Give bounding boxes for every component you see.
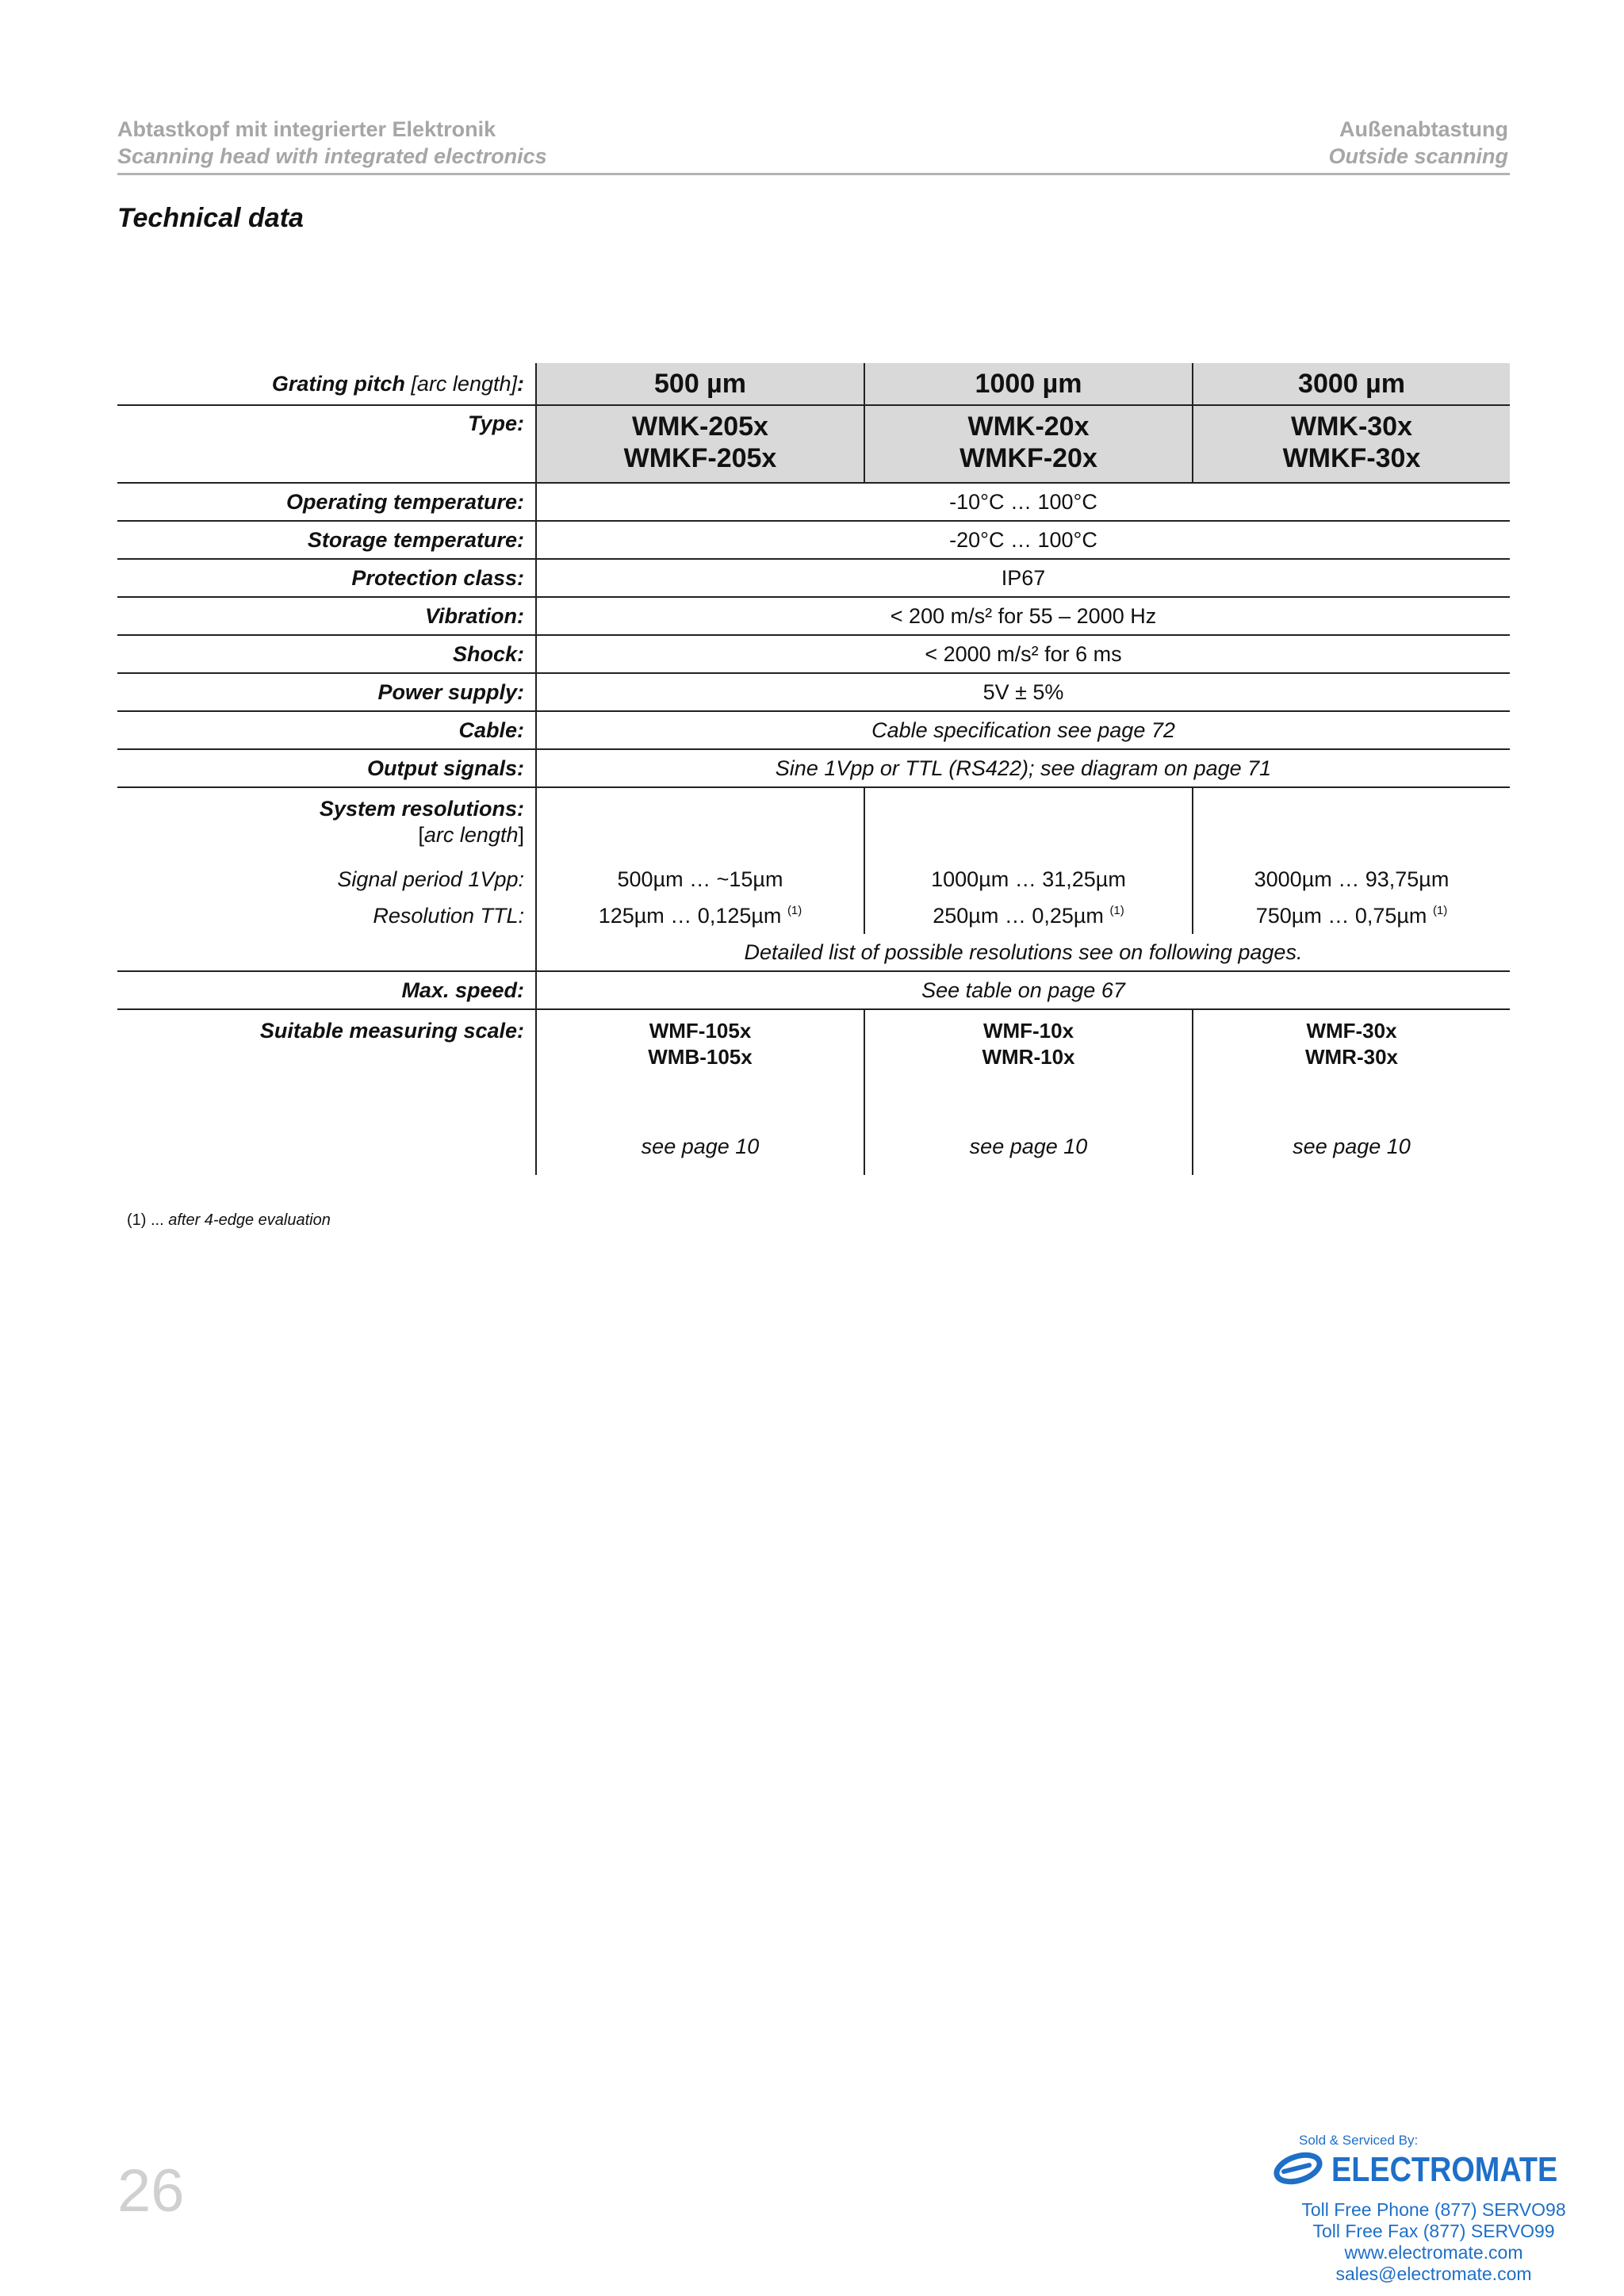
value-output-signals: Sine 1Vpp or TTL (RS422); see diagram on page 71 (536, 749, 1510, 787)
scale-3-line1: WMF-30x (1306, 1019, 1397, 1043)
footnote-mark: (1) ... (127, 1211, 164, 1229)
scale-2-line1: WMF-10x (982, 1019, 1074, 1043)
label-arc-length: arc length (423, 823, 519, 847)
value-shock: < 2000 m/s² for 6 ms (536, 635, 1510, 673)
header-right (1328, 116, 1508, 170)
label-measuring-scale: Suitable measuring scale: (117, 1009, 536, 1175)
dealer-block (1275, 2133, 1592, 2285)
resolution-ttl-3-value: 750µm … 0,75µm (1255, 903, 1427, 928)
footnote-mark-2: (1) (1109, 903, 1124, 917)
label-vibration: Vibration: (117, 597, 536, 635)
page-title: Technical data (117, 203, 304, 233)
header-divider (117, 173, 1510, 175)
label-shock: Shock: (117, 635, 536, 673)
sysres-empty-1 (536, 787, 864, 861)
label-system-resolutions-sub: [arc length] (418, 823, 524, 847)
resolutions-note: Detailed list of possible resolutions see on following pages. (536, 934, 1510, 971)
signal-period-1: 500µm … ~15µm (536, 861, 864, 897)
row-measuring-scale (117, 1009, 1510, 1129)
scale-3-see-page: see page 10 (1293, 1135, 1411, 1158)
row-storage-temperature (117, 521, 1510, 559)
row-shock (117, 635, 1510, 673)
row-vibration (117, 597, 1510, 635)
header-right-en: Outside scanning (1328, 144, 1508, 168)
resolution-ttl-1-value: 125µm … 0,125µm (598, 903, 782, 928)
label-resolution-ttl: Resolution TTL: (117, 897, 536, 934)
type-col-2 (864, 405, 1193, 483)
row-max-speed (117, 971, 1510, 1009)
value-max-speed: See table on page 67 (536, 971, 1510, 1009)
sold-by-label: Sold & Serviced By: (1299, 2133, 1419, 2148)
technical-data-table (117, 363, 1510, 1175)
dealer-name: ELECTROMATE (1331, 2150, 1558, 2189)
label-storage-temperature: Storage temperature: (117, 521, 536, 559)
page-number: 26 (117, 2157, 185, 2225)
type-1-line1: WMK-205x (632, 411, 768, 442)
label-system-resolutions-title: System resolutions: (319, 797, 524, 821)
footnote-mark-1: (1) (787, 903, 802, 917)
scale-1-line1: WMF-105x (649, 1019, 752, 1043)
header-left (117, 116, 547, 170)
footnote (127, 1211, 331, 1230)
dealer-fax: Toll Free Fax (877) SERVO99 (1312, 2221, 1555, 2241)
label-power-supply: Power supply: (117, 673, 536, 711)
type-2-line2: WMKF-20x (959, 443, 1097, 473)
value-power-supply: 5V ± 5% (536, 673, 1510, 711)
resolution-ttl-1 (536, 897, 864, 934)
type-col-3 (1193, 405, 1510, 483)
pitch-3000: 3000 µm (1193, 363, 1510, 405)
electromate-swoosh-icon (1273, 2151, 1323, 2190)
electromate-logo (1275, 2150, 1592, 2190)
label-system-resolutions (117, 787, 536, 861)
value-storage-temperature: -20°C … 100°C (536, 521, 1510, 559)
type-2-line1: WMK-20x (967, 411, 1090, 442)
header-right-de: Außenabtastung (1339, 117, 1508, 141)
scale-col-3 (1193, 1009, 1510, 1129)
signal-period-3: 3000µm … 93,75µm (1254, 867, 1450, 891)
value-vibration: < 200 m/s² for 55 – 2000 Hz (536, 597, 1510, 635)
footnote-text: after 4-edge evaluation (168, 1211, 331, 1229)
scale-1-line2: WMB-105x (648, 1045, 753, 1069)
value-protection-class: IP67 (536, 559, 1510, 597)
scale-col-2 (864, 1009, 1193, 1129)
sysres-empty-2 (864, 787, 1193, 861)
row-power-supply (117, 673, 1510, 711)
scale-2-see-page: see page 10 (864, 1129, 1193, 1175)
resolution-ttl-2-value: 250µm … 0,25µm (933, 903, 1104, 928)
row-type (117, 405, 1510, 483)
label-operating-temperature: Operating temperature: (117, 483, 536, 521)
label-grating-pitch-colon: : (517, 371, 524, 396)
label-type: Type: (117, 405, 536, 483)
row-operating-temperature (117, 483, 1510, 521)
header-left-en: Scanning head with integrated electronics (117, 144, 547, 168)
label-resolutions-note-empty (117, 934, 536, 971)
dealer-phone: Toll Free Phone (877) SERVO98 (1301, 2199, 1566, 2220)
row-resolution-ttl (117, 897, 1510, 934)
type-col-1 (536, 405, 864, 483)
signal-period-2: 1000µm … 31,25µm (864, 861, 1193, 897)
type-3-line2: WMKF-30x (1282, 443, 1421, 473)
row-output-signals (117, 749, 1510, 787)
row-system-resolutions (117, 787, 1510, 861)
type-1-line2: WMKF-205x (623, 443, 777, 473)
scale-1-see-page: see page 10 (536, 1129, 864, 1175)
label-output-signals: Output signals: (117, 749, 536, 787)
type-3-line1: WMK-30x (1290, 411, 1413, 442)
row-grating-pitch (117, 363, 1510, 405)
dealer-email[interactable]: sales@electromate.com (1335, 2263, 1532, 2284)
row-signal-period (117, 861, 1510, 897)
label-cable: Cable: (117, 711, 536, 749)
dealer-contact (1275, 2199, 1592, 2285)
row-protection-class (117, 559, 1510, 597)
header-left-de: Abtastkopf mit integrierter Elektronik (117, 117, 496, 141)
label-grating-pitch (117, 363, 536, 405)
row-cable (117, 711, 1510, 749)
resolution-ttl-2 (864, 897, 1193, 934)
label-grating-pitch-unit: [arc length] (411, 371, 517, 396)
value-operating-temperature: -10°C … 100°C (536, 483, 1510, 521)
row-resolutions-note (117, 934, 1510, 971)
scale-3-line2: WMR-30x (1304, 1045, 1398, 1069)
scale-col-1 (536, 1009, 864, 1129)
footnote-mark-3: (1) (1432, 903, 1448, 917)
scale-2-line2: WMR-10x (982, 1045, 1075, 1069)
pitch-500: 500 µm (536, 363, 864, 405)
sysres-empty-3 (1193, 787, 1510, 861)
label-grating-pitch-bold: Grating pitch (271, 371, 405, 396)
resolution-ttl-3 (1193, 897, 1510, 934)
label-protection-class: Protection class: (117, 559, 536, 597)
label-max-speed: Max. speed: (117, 971, 536, 1009)
pitch-1000: 1000 µm (864, 363, 1193, 405)
value-cable: Cable specification see page 72 (536, 711, 1510, 749)
dealer-website[interactable]: www.electromate.com (1344, 2242, 1523, 2263)
label-signal-period: Signal period 1Vpp: (117, 861, 536, 897)
